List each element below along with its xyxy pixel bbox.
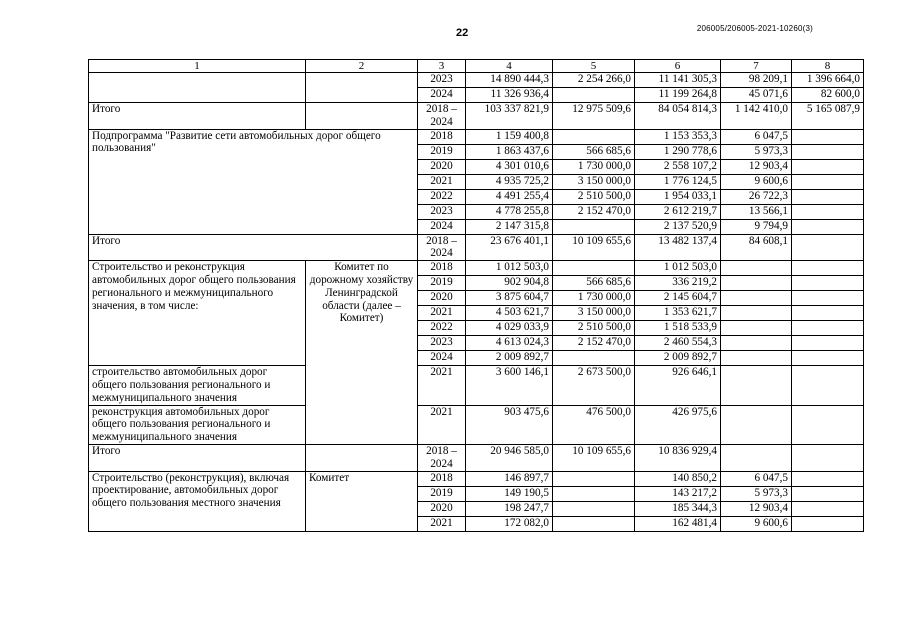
column-header: 5 [553, 60, 635, 73]
table-row [89, 261, 864, 276]
local-cell: 9 600,6 [721, 174, 792, 189]
total-cell: 14 890 444,3 [466, 73, 553, 88]
other-cell [792, 174, 864, 189]
year-cell: 2023 [418, 204, 466, 219]
column-header: 8 [792, 60, 864, 73]
federal-cell: 2 673 500,0 [553, 366, 635, 405]
total-cell: 149 190,5 [466, 486, 553, 501]
year-cell: 2024 [418, 351, 466, 366]
total-cell: 4 029 033,9 [466, 321, 553, 336]
other-cell [792, 405, 864, 444]
description-cell: Итого [89, 234, 418, 261]
total-cell: 4 301 010,6 [466, 159, 553, 174]
description-cell: Итого [89, 103, 306, 130]
regional-cell: 2 137 520,9 [635, 219, 721, 234]
local-cell [721, 336, 792, 351]
federal-cell: 10 109 655,6 [553, 234, 635, 261]
regional-cell: 2 460 554,3 [635, 336, 721, 351]
federal-cell [553, 516, 635, 531]
year-cell: 2019 [418, 276, 466, 291]
other-cell [792, 291, 864, 306]
local-cell [721, 351, 792, 366]
year-cell: 2024 [418, 88, 466, 103]
total-cell: 903 475,6 [466, 405, 553, 444]
total-cell: 23 676 401,1 [466, 234, 553, 261]
total-cell: 4 503 621,7 [466, 306, 553, 321]
year-cell: 2019 [418, 144, 466, 159]
other-cell [792, 486, 864, 501]
regional-cell: 2 009 892,7 [635, 351, 721, 366]
federal-cell [553, 351, 635, 366]
federal-cell [553, 501, 635, 516]
year-cell: 2018 – 2024 [418, 444, 466, 471]
other-cell [792, 129, 864, 144]
year-cell: 2018 [418, 261, 466, 276]
regional-cell: 1 012 503,0 [635, 261, 721, 276]
other-cell [792, 471, 864, 486]
regional-cell: 11 141 305,3 [635, 73, 721, 88]
local-cell: 12 903,4 [721, 501, 792, 516]
other-cell [792, 144, 864, 159]
description-cell [89, 73, 306, 103]
federal-cell [553, 486, 635, 501]
total-cell: 3 600 146,1 [466, 366, 553, 405]
total-cell: 20 946 585,0 [466, 444, 553, 471]
local-cell: 9 600,6 [721, 516, 792, 531]
table-row [89, 129, 864, 144]
column-header: 6 [635, 60, 721, 73]
local-cell [721, 276, 792, 291]
column-header: 2 [306, 60, 418, 73]
total-cell: 3 875 604,7 [466, 291, 553, 306]
local-cell [721, 291, 792, 306]
regional-cell: 1 954 033,1 [635, 189, 721, 204]
total-cell: 146 897,7 [466, 471, 553, 486]
federal-cell [553, 129, 635, 144]
total-cell: 4 935 725,2 [466, 174, 553, 189]
total-cell: 4 613 024,3 [466, 336, 553, 351]
total-row [89, 444, 864, 471]
table-row [89, 73, 864, 88]
year-cell: 2019 [418, 486, 466, 501]
federal-cell: 1 730 000,0 [553, 159, 635, 174]
federal-cell [553, 261, 635, 276]
federal-cell [553, 471, 635, 486]
year-cell: 2023 [418, 336, 466, 351]
total-cell: 1 159 400,8 [466, 129, 553, 144]
table-row [89, 405, 864, 444]
column-header: 1 [89, 60, 306, 73]
other-cell [792, 234, 864, 261]
other-cell [792, 189, 864, 204]
local-cell: 5 973,3 [721, 486, 792, 501]
table-row [89, 366, 864, 405]
federal-cell: 12 975 509,6 [553, 103, 635, 130]
other-cell [792, 336, 864, 351]
local-cell: 84 608,1 [721, 234, 792, 261]
year-cell: 2021 [418, 405, 466, 444]
column-header: 7 [721, 60, 792, 73]
federal-cell: 10 109 655,6 [553, 444, 635, 471]
total-cell: 4 778 255,8 [466, 204, 553, 219]
description-cell: строительство автомобильных дорог общего пользования регионального и межмуниципального значения [89, 366, 306, 405]
local-cell [721, 405, 792, 444]
description-cell: реконструкция автомобильных дорог общего пользования регионального и межмуниципального значения [89, 405, 306, 444]
year-cell: 2021 [418, 516, 466, 531]
regional-cell: 1 153 353,3 [635, 129, 721, 144]
year-cell: 2018 – 2024 [418, 103, 466, 130]
federal-cell: 3 150 000,0 [553, 174, 635, 189]
local-cell: 5 973,3 [721, 144, 792, 159]
federal-cell: 2 152 470,0 [553, 204, 635, 219]
description-cell: Строительство (реконструкция), включая проектирование, автомобильных дорог общего пользования местного значения [89, 471, 306, 531]
other-cell [792, 159, 864, 174]
other-cell [792, 351, 864, 366]
regional-cell: 143 217,2 [635, 486, 721, 501]
local-cell: 9 794,9 [721, 219, 792, 234]
other-cell: 82 600,0 [792, 88, 864, 103]
local-cell: 45 071,6 [721, 88, 792, 103]
executor-cell: Комитет [306, 471, 418, 531]
year-cell: 2021 [418, 366, 466, 405]
total-cell: 902 904,8 [466, 276, 553, 291]
regional-cell: 336 219,2 [635, 276, 721, 291]
other-cell [792, 366, 864, 405]
regional-cell: 1 776 124,5 [635, 174, 721, 189]
federal-cell: 566 685,6 [553, 276, 635, 291]
regional-cell: 2 558 107,2 [635, 159, 721, 174]
year-cell: 2018 [418, 471, 466, 486]
federal-cell: 2 510 500,0 [553, 189, 635, 204]
table-row [89, 471, 864, 486]
description-cell: Итого [89, 444, 306, 471]
regional-cell: 10 836 929,4 [635, 444, 721, 471]
local-cell: 12 903,4 [721, 159, 792, 174]
year-cell: 2018 – 2024 [418, 234, 466, 261]
description-cell: Подпрограмма "Развитие сети автомобильных дорог общего пользования" [89, 129, 418, 234]
total-cell: 103 337 821,9 [466, 103, 553, 130]
column-header: 3 [418, 60, 466, 73]
total-row [89, 234, 864, 261]
local-cell [721, 321, 792, 336]
local-cell [721, 306, 792, 321]
other-cell [792, 261, 864, 276]
local-cell: 6 047,5 [721, 129, 792, 144]
local-cell [721, 261, 792, 276]
local-cell [721, 444, 792, 471]
total-cell: 1 863 437,6 [466, 144, 553, 159]
other-cell [792, 444, 864, 471]
regional-cell: 185 344,3 [635, 501, 721, 516]
other-cell [792, 516, 864, 531]
total-cell: 198 247,7 [466, 501, 553, 516]
regional-cell: 162 481,4 [635, 516, 721, 531]
regional-cell: 2 145 604,7 [635, 291, 721, 306]
year-cell: 2021 [418, 174, 466, 189]
document-id: 206005/206005-2021-10260(3) [696, 24, 813, 33]
year-cell: 2022 [418, 189, 466, 204]
year-cell: 2018 [418, 129, 466, 144]
local-cell: 98 209,1 [721, 73, 792, 88]
regional-cell: 426 975,6 [635, 405, 721, 444]
year-cell: 2020 [418, 159, 466, 174]
other-cell: 5 165 087,9 [792, 103, 864, 130]
regional-cell: 2 612 219,7 [635, 204, 721, 219]
total-row [89, 103, 864, 130]
other-cell [792, 306, 864, 321]
executor-cell [306, 73, 418, 103]
other-cell: 1 396 664,0 [792, 73, 864, 88]
year-cell: 2022 [418, 321, 466, 336]
other-cell [792, 219, 864, 234]
federal-cell: 1 730 000,0 [553, 291, 635, 306]
local-cell: 13 566,1 [721, 204, 792, 219]
budget-table [88, 59, 864, 532]
other-cell [792, 321, 864, 336]
regional-cell: 11 199 264,8 [635, 88, 721, 103]
local-cell: 1 142 410,0 [721, 103, 792, 130]
local-cell [721, 366, 792, 405]
total-cell: 11 326 936,4 [466, 88, 553, 103]
total-cell: 1 012 503,0 [466, 261, 553, 276]
other-cell [792, 276, 864, 291]
other-cell [792, 501, 864, 516]
regional-cell: 13 482 137,4 [635, 234, 721, 261]
regional-cell: 140 850,2 [635, 471, 721, 486]
year-cell: 2024 [418, 219, 466, 234]
other-cell [792, 204, 864, 219]
regional-cell: 1 290 778,6 [635, 144, 721, 159]
federal-cell: 2 254 266,0 [553, 73, 635, 88]
executor-cell [306, 444, 418, 471]
local-cell: 26 722,3 [721, 189, 792, 204]
executor-cell [306, 103, 418, 130]
year-cell: 2023 [418, 73, 466, 88]
federal-cell: 2 152 470,0 [553, 336, 635, 351]
total-cell: 172 082,0 [466, 516, 553, 531]
local-cell: 6 047,5 [721, 471, 792, 486]
year-cell: 2021 [418, 306, 466, 321]
description-cell: Строительство и реконструкция автомобильных дорог общего пользования регионального и межмуниципального значения, в том числе: [89, 261, 306, 366]
regional-cell: 1 353 621,7 [635, 306, 721, 321]
total-cell: 2 147 315,8 [466, 219, 553, 234]
federal-cell [553, 219, 635, 234]
federal-cell: 476 500,0 [553, 405, 635, 444]
federal-cell: 566 685,6 [553, 144, 635, 159]
total-cell: 4 491 255,4 [466, 189, 553, 204]
column-number-row [89, 60, 864, 73]
year-cell: 2020 [418, 501, 466, 516]
executor-cell: Комитет по дорожному хозяйству Ленинградской области (далее – Комитет) [306, 261, 418, 445]
federal-cell [553, 88, 635, 103]
year-cell: 2020 [418, 291, 466, 306]
regional-cell: 1 518 533,9 [635, 321, 721, 336]
federal-cell: 2 510 500,0 [553, 321, 635, 336]
regional-cell: 84 054 814,3 [635, 103, 721, 130]
federal-cell: 3 150 000,0 [553, 306, 635, 321]
total-cell: 2 009 892,7 [466, 351, 553, 366]
regional-cell: 926 646,1 [635, 366, 721, 405]
page-number: 22 [456, 27, 469, 39]
column-header: 4 [466, 60, 553, 73]
